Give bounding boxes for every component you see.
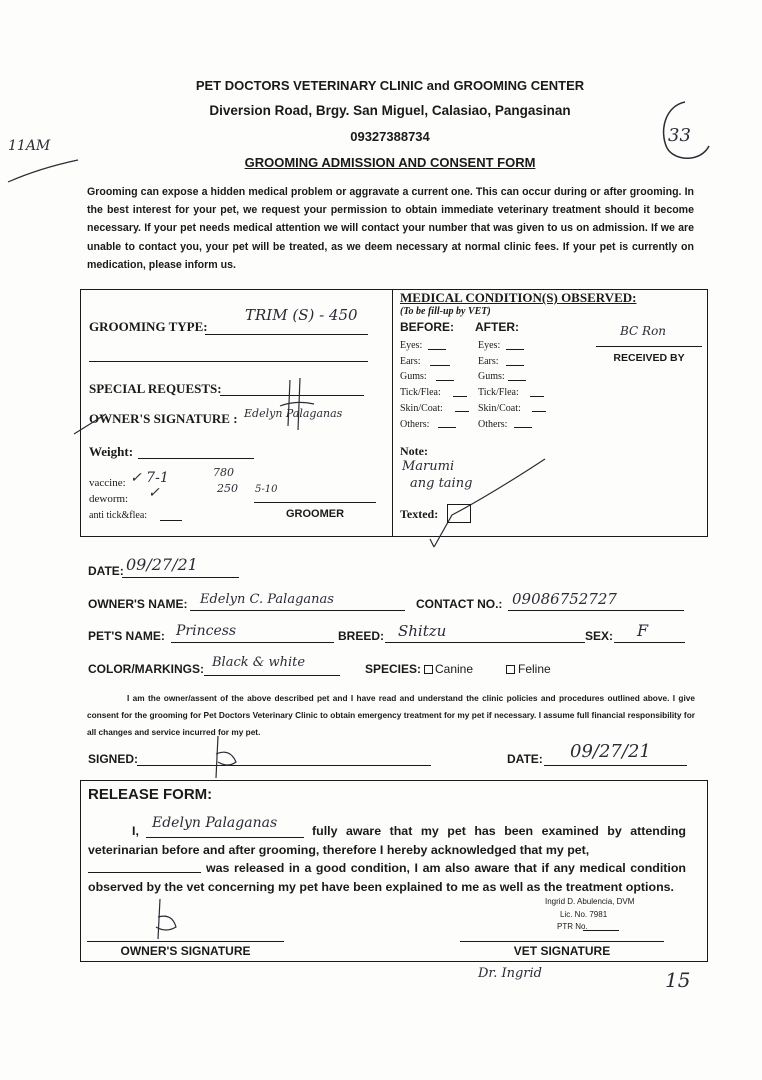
deworm-label: deworm:	[89, 493, 129, 505]
grooming-type-label: GROOMING TYPE:	[89, 319, 208, 334]
received-by-value: BC Ron	[620, 324, 667, 338]
clinic-name: PET DOCTORS VETERINARY CLINIC and GROOMING CENTER	[195, 78, 585, 93]
consent-date-label: DATE:	[507, 752, 543, 766]
note-arrow-scribble	[420, 455, 550, 555]
release-owner-signature-label: OWNER'S SIGNATURE	[120, 944, 251, 958]
condition-before: Tick/Flea:	[400, 387, 441, 399]
owner-signature-value: Edelyn Palaganas	[244, 407, 343, 420]
after-label: AFTER:	[475, 320, 519, 334]
before-label: BEFORE:	[400, 320, 454, 334]
release-title: RELEASE FORM:	[88, 786, 213, 803]
groomer-label: GROOMER	[285, 508, 345, 520]
box-divider	[392, 289, 393, 537]
condition-before: Ears:	[400, 355, 421, 367]
breed-label: BREED:	[338, 629, 385, 643]
vet-name: Ingrid D. Abulencia, DVM	[545, 897, 635, 906]
vaccine-price: 780	[213, 466, 234, 479]
vet-license: Lic. No. 7981	[560, 910, 608, 919]
weight-label: Weight:	[89, 444, 134, 459]
signature-scribble	[270, 376, 320, 436]
color-label: COLOR/MARKINGS:	[88, 662, 204, 676]
contact-label: CONTACT NO.:	[416, 597, 503, 611]
deworm-extra: 5-10	[255, 484, 278, 495]
received-by-label: RECEIVED BY	[613, 352, 685, 364]
after-conditions	[478, 338, 521, 432]
vet-signature-label: VET SIGNATURE	[513, 944, 611, 958]
species-feline-label: Feline	[518, 662, 551, 676]
condition-before: Eyes:	[400, 340, 423, 351]
signed-label: SIGNED:	[88, 752, 139, 766]
release-text-a: fully aware that my pet has been examined by attending veterinarian before and after grooming, therefore I hereby acknowledged that my pet,	[88, 824, 686, 857]
note-value-line2: ang taing	[410, 476, 473, 491]
date-label: DATE:	[88, 564, 124, 578]
breed-value: Shitzu	[398, 622, 447, 640]
vaccine-value: ✓ 7-1	[130, 470, 169, 486]
condition-after: Gums:	[478, 371, 505, 383]
contact-value: 09086752727	[512, 590, 617, 608]
clinic-phone: 09327388734	[350, 129, 430, 144]
note-value-line1: Marumi	[402, 459, 455, 474]
tick-flea-label: anti tick&flea:	[89, 510, 148, 521]
species-canine-label: Canine	[435, 662, 474, 676]
pet-name-label: PET'S NAME:	[88, 629, 165, 643]
species-canine-checkbox[interactable]	[424, 665, 433, 674]
bottom-count-note: 15	[665, 968, 691, 992]
date-value: 09/27/21	[126, 555, 198, 574]
before-conditions	[400, 338, 443, 432]
medical-subtitle: (To be fill-up by VET)	[400, 306, 491, 317]
note-label: Note:	[400, 444, 428, 458]
margin-number: 33	[668, 125, 691, 146]
condition-before: Skin/Coat:	[400, 402, 443, 414]
signed-signature-scribble	[200, 732, 250, 782]
strike-mark	[70, 408, 110, 438]
owner-name-value: Edelyn C. Palaganas	[200, 592, 334, 607]
texted-label: Texted:	[400, 507, 439, 521]
condition-before: Others:	[400, 418, 430, 430]
consent-paragraph: I am the owner/assent of the above described pet and I have read and understand the clinic policies and procedures outlined above. I give consent for the grooming for Pet Doctors Veterinary Clinic to obtain emergency treatment for my pet if necessary. I assume full financial responsibility for all changes and service incurred for my pet.	[87, 693, 695, 737]
consent-date-value: 09/27/21	[570, 741, 651, 762]
condition-after: Ears:	[478, 355, 499, 367]
sex-label: SEX:	[585, 629, 614, 643]
condition-before: Gums:	[400, 371, 427, 383]
pet-name-value: Princess	[176, 623, 237, 639]
form-title: GROOMING ADMISSION AND CONSENT FORM	[244, 155, 536, 170]
condition-after: Skin/Coat:	[478, 402, 521, 414]
grooming-type-value: TRIM (S) - 450	[245, 306, 358, 324]
intro-paragraph: Grooming can expose a hidden medical problem or aggravate a current one. This can occur during or after grooming. In the best interest for your pet, we request your permission to obtain immediate veterinary treatment should it become necessary. If your pet needs medical attention we will contact your number that was given to us on admission. If we are unable to contact you, your pet will be treated, as we deem necessary at normal clinic fees. If your pet is currently on medication, please inform us.	[87, 186, 694, 271]
owner-name-label: OWNER'S NAME:	[88, 597, 188, 611]
release-i-label: I,	[132, 824, 139, 838]
species-label: SPECIES:	[365, 662, 422, 676]
deworm-price: 250	[217, 482, 238, 495]
color-value: Black & white	[212, 655, 306, 670]
sex-value: F	[637, 621, 649, 640]
special-requests-label: SPECIAL REQUESTS:	[89, 381, 222, 396]
condition-after: Tick/Flea:	[478, 387, 519, 399]
medical-title: MEDICAL CONDITION(S) OBSERVED:	[400, 290, 637, 305]
species-feline-checkbox[interactable]	[506, 665, 515, 674]
texted-checkbox[interactable]	[447, 504, 471, 523]
doctor-note: Dr. Ingrid	[478, 966, 542, 981]
release-signature-scribble	[140, 895, 190, 945]
deworm-value: ✓	[148, 485, 160, 501]
condition-after: Others:	[478, 418, 508, 430]
vet-ptr: PTR No.	[557, 922, 588, 931]
clinic-address: Diversion Road, Brgy. San Miguel, Calasiao, Pangasinan	[209, 103, 571, 118]
release-text-b: was released in a good condition, I am also aware that if any medical condition observed by the vet concerning my pet have been explained to me as well as the treatment options.	[88, 861, 686, 894]
margin-time-note: 11AM	[8, 138, 51, 154]
release-name-value: Edelyn Palaganas	[152, 815, 278, 831]
vaccine-label: vaccine:	[89, 477, 126, 489]
condition-after: Eyes:	[478, 340, 501, 351]
owner-signature-label: OWNER'S SIGNATURE :	[89, 411, 238, 426]
